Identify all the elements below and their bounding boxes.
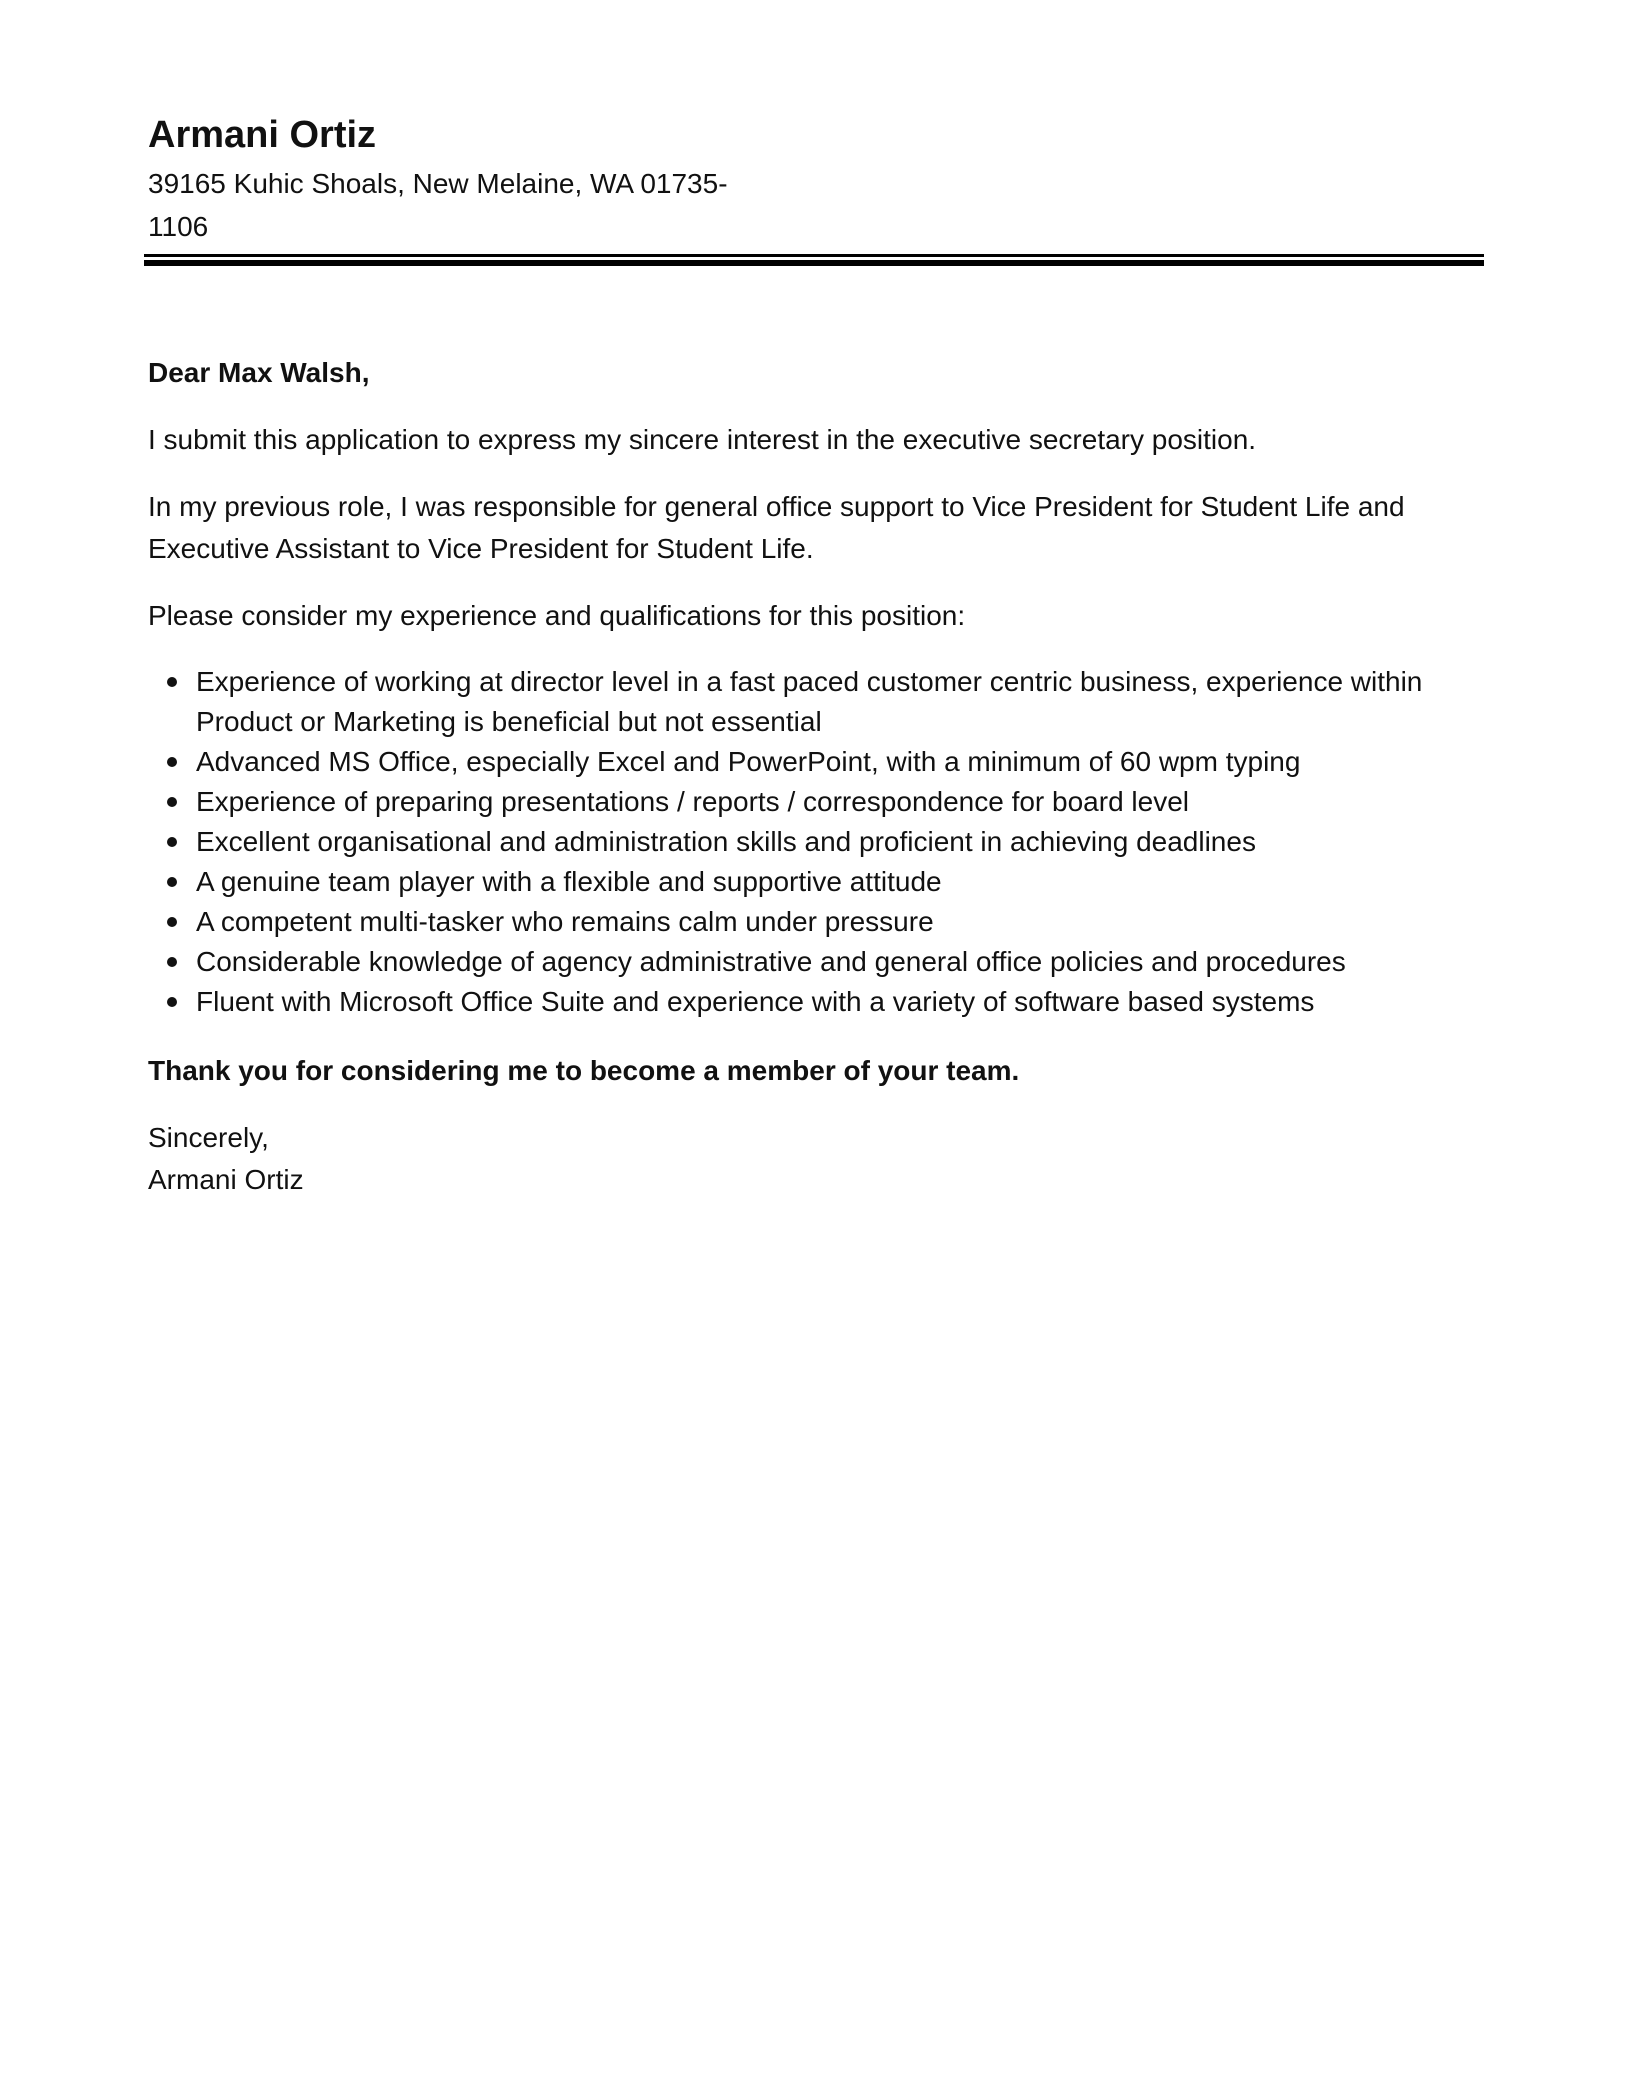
bullet-icon [167, 917, 177, 927]
qualification-item [196, 982, 1484, 1022]
previous-role-paragraph: In my previous role, I was responsible for general office support to Vice President for Student Life and Executive Assistant to Vice President for Student Life. [148, 491, 1405, 564]
qualification-text: Experience of working at director level in a fast paced customer centric business, experience within Product or Marketing is beneficial but not essential [196, 666, 1423, 737]
salutation: Dear Max Walsh, [148, 357, 370, 388]
signoff-block [148, 1117, 1484, 1201]
bullet-icon [167, 957, 177, 967]
qualification-item [196, 862, 1484, 902]
bullet-icon [167, 677, 177, 687]
qualification-text: A genuine team player with a flexible and supportive attitude [196, 866, 942, 897]
bullet-icon [167, 797, 177, 807]
qualifications-lead-in: Please consider my experience and qualifications for this position: [148, 600, 966, 631]
qualification-text: Experience of preparing presentations / reports / correspondence for board level [196, 786, 1190, 817]
signature-name: Armani Ortiz [148, 1164, 304, 1195]
qualification-item [196, 822, 1484, 862]
qualification-item [196, 662, 1484, 742]
header-divider-thick-line [144, 260, 1484, 266]
qualification-item [196, 902, 1484, 942]
qualification-text: Considerable knowledge of agency administrative and general office policies and procedures [196, 946, 1346, 977]
sender-address: 39165 Kuhic Shoals, New Melaine, WA 01735-1106 [148, 168, 728, 242]
qualification-text: Fluent with Microsoft Office Suite and experience with a variety of software based systems [196, 986, 1315, 1017]
qualification-text: Excellent organisational and administration skills and proficient in achieving deadlines [196, 826, 1256, 857]
qualification-item [196, 942, 1484, 982]
letter-header [148, 108, 1488, 248]
header-divider [144, 254, 1484, 266]
bullet-icon [167, 757, 177, 767]
bullet-icon [167, 997, 177, 1007]
closing-paragraph: Thank you for considering me to become a member of your team. [148, 1055, 1020, 1086]
qualification-item [196, 782, 1484, 822]
qualifications-list [148, 662, 1484, 1022]
letter-body [148, 352, 1484, 1201]
bullet-icon [167, 837, 177, 847]
qualification-item [196, 742, 1484, 782]
sender-name: Armani Ortiz [148, 114, 377, 156]
header-divider-thin-line [144, 254, 1484, 257]
intro-paragraph: I submit this application to express my sincere interest in the executive secretary position. [148, 424, 1257, 455]
qualification-text: Advanced MS Office, especially Excel and PowerPoint, with a minimum of 60 wpm typing [196, 746, 1301, 777]
qualification-text: A competent multi-tasker who remains calm under pressure [196, 906, 934, 937]
bullet-icon [167, 877, 177, 887]
signoff: Sincerely, [148, 1122, 269, 1153]
